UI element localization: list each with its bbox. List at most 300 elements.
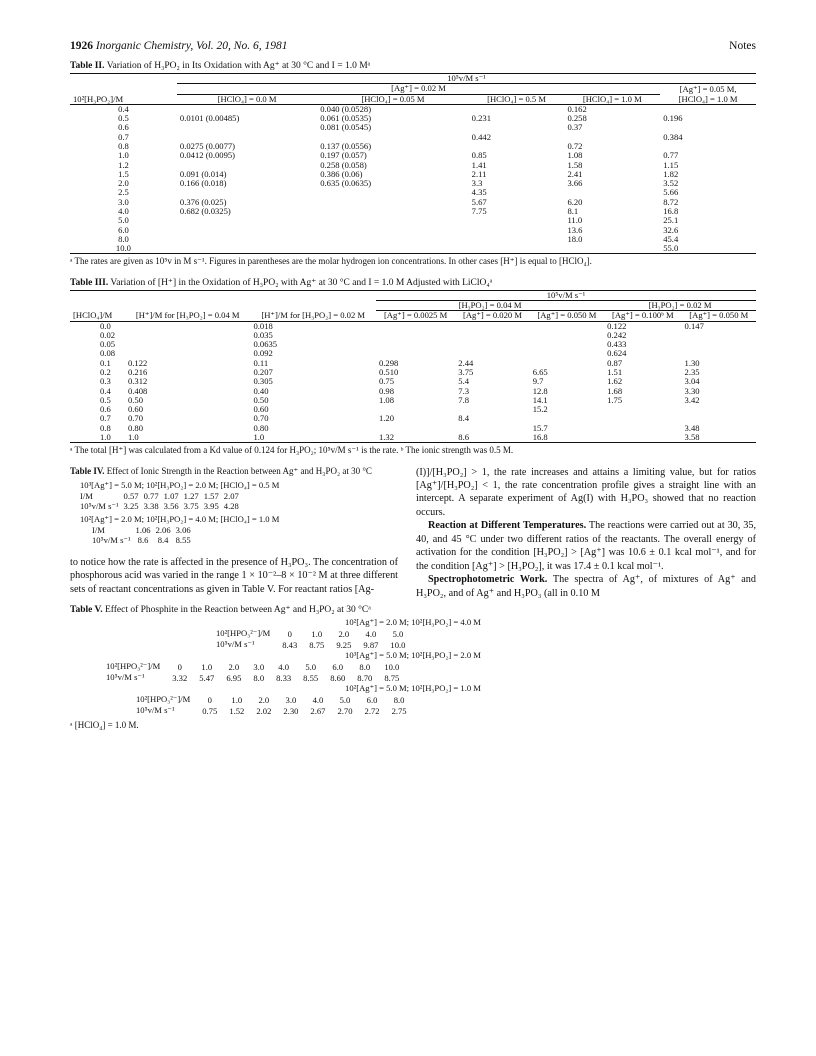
- table5-v-value: 0.75: [202, 705, 218, 716]
- table5-x-value: 2.0: [228, 661, 240, 672]
- table3: [70, 290, 756, 444]
- running-head-left: [70, 40, 287, 52]
- table4-set1-i-value: 1.07: [163, 490, 179, 501]
- table5-v-value: 8.70: [357, 672, 373, 683]
- table3-cell: 0.216: [127, 366, 148, 377]
- table5: [70, 604, 756, 730]
- table2-cell: [469, 244, 565, 254]
- running-head: [70, 40, 756, 52]
- table3-cell: 15.7: [532, 422, 548, 433]
- table2-col-header: [HClO₄] = 0.5 M: [487, 93, 547, 104]
- table3-cell: 0.40: [253, 385, 269, 396]
- table5-v-row: [130, 705, 413, 716]
- table3-cell: 0.70: [253, 413, 269, 424]
- table2-row: [70, 161, 756, 170]
- table5-v-value: 3.32: [172, 672, 188, 683]
- table2-caption: [70, 60, 756, 71]
- table3-row: [70, 331, 756, 340]
- table4-set2-i-value: 1.06: [135, 524, 151, 535]
- table4-set1-i-value: 0.77: [143, 490, 159, 501]
- section-name: Notes: [729, 40, 756, 52]
- body-right-p2-wrap: [416, 519, 756, 573]
- table5-x-value: 4.0: [278, 661, 290, 672]
- table2-cell: [469, 226, 565, 235]
- table5-x-value: 4.0: [312, 694, 324, 705]
- table5-v-value: 9.87: [363, 639, 379, 650]
- body-right-p2: The reactions were carried out at 30, 35, 40, and 45 °C under two different ratios of the reactants. The overall energy of activation for the condition [H₃PO₂] > [Ag⁺] was 10.6 ± 0.1 kcal mol⁻¹, and for the condition [Ag⁺] > [H₃PO₂], it was 17.4 ± 0.1 kcal mol⁻¹.: [416, 520, 756, 572]
- table2-cell: 3.52: [663, 178, 679, 189]
- body-right-p3-wrap: [416, 573, 756, 600]
- table2-label: Table II.: [70, 61, 105, 71]
- table3-cell: [125, 321, 251, 331]
- table3-cell: 7.3: [458, 385, 470, 396]
- table2-cell: 0.682 (0.0325): [179, 205, 231, 216]
- table3-cell: [604, 424, 681, 433]
- left-column: [70, 466, 398, 601]
- table5-v-row: [210, 639, 411, 650]
- table3-cell: 0.312: [127, 376, 148, 387]
- table5-v-value: 2.75: [391, 705, 407, 716]
- table3-cell: 0.147: [684, 320, 704, 331]
- table2-cell: 0.061 (0.0535): [320, 113, 372, 124]
- table2-cell: [177, 216, 317, 225]
- table3-cell: 0.092: [253, 348, 273, 359]
- table3-cell: 12.8: [532, 385, 548, 396]
- table3-cell: 1.20: [378, 413, 394, 424]
- heading-temperatures: Reaction at Different Temperatures.: [428, 520, 587, 532]
- table2-cell: 45.4: [663, 233, 679, 244]
- table3-cell: 3.58: [684, 431, 700, 442]
- right-column: [416, 466, 756, 601]
- table3-col-header: [Ag⁺] = 0.050 M: [689, 310, 749, 321]
- table3-row-label: 1.0: [100, 431, 111, 442]
- table2-cell: 0.37: [567, 122, 583, 133]
- table2-cell: 0.85: [471, 150, 487, 161]
- table5-x-label: 10²[HPO₃²⁻]/M: [106, 661, 161, 672]
- table4-set1-v-value: 3.95: [203, 501, 219, 512]
- table3-row: [70, 321, 756, 331]
- table2-row-header: 10²[H₃PO₂]/M: [73, 93, 124, 104]
- table5-x-value: 10.0: [384, 661, 400, 672]
- table2-cell: 0.0101 (0.00485): [179, 113, 240, 124]
- table5-v-value: 1.52: [229, 705, 245, 716]
- table2-cell: 4.35: [471, 187, 487, 198]
- table2-cell: 0.0275 (0.0077): [179, 140, 236, 151]
- table2-row: [70, 235, 756, 244]
- table2-row: [70, 179, 756, 188]
- table3-cell: [530, 340, 604, 349]
- table5-x-value: 8.0: [359, 661, 371, 672]
- table5-x-value: 5.0: [339, 694, 351, 705]
- table3-col-header: [H⁺]/M for [H₃PO₂] = 0.04 M: [135, 310, 240, 321]
- table3-cell: 0.60: [127, 404, 143, 415]
- table3-cell: 1.08: [378, 394, 394, 405]
- table3-cell: 0.298: [378, 357, 399, 368]
- table3-cell: 0.0635: [253, 339, 278, 350]
- table3-row-label: 0.7: [100, 413, 111, 424]
- table3-row: [70, 396, 756, 405]
- table5-x-value: 2.0: [338, 628, 350, 639]
- table3-cell: [455, 331, 529, 340]
- table4-set2-v-label: 10⁵v/M s⁻¹: [92, 534, 131, 545]
- table2-cell: 0.197 (0.057): [320, 150, 367, 161]
- table3-cell: [530, 331, 604, 340]
- table5-v-value: 9.25: [336, 639, 352, 650]
- table2-cell: 6.20: [567, 196, 583, 207]
- table2-row-label: 0.6: [118, 122, 129, 133]
- table5-v-value: 2.30: [283, 705, 299, 716]
- table2-cell: 0.384: [663, 131, 683, 142]
- table2-row-label: 10.0: [115, 243, 131, 254]
- table4-label: Table IV.: [70, 465, 105, 476]
- table5-set: [100, 661, 405, 683]
- table2-cell: 0.386 (0.06): [320, 168, 363, 179]
- table5-x-label: 10²[HPO₃²⁻]/M: [136, 694, 191, 705]
- table2-row-label: 0.5: [118, 113, 129, 124]
- table3-cell: 0.433: [607, 339, 627, 350]
- table2-row: [70, 198, 756, 207]
- table2-cell: 0.376 (0.025): [179, 196, 227, 207]
- table3-col-header: [Ag⁺] = 0.050 M: [537, 310, 597, 321]
- table2-cell: 0.635 (0.0635): [320, 178, 372, 189]
- table3-cell: [604, 414, 681, 423]
- table2-cell: [317, 198, 468, 207]
- table2-cell: 5.66: [663, 187, 679, 198]
- table3-row-label: 0.6: [100, 404, 111, 415]
- table3-cell: 0.624: [607, 348, 627, 359]
- table2-cell: 18.0: [567, 233, 583, 244]
- table2-cell: 1.82: [663, 168, 679, 179]
- table2-row-label: 3.0: [118, 196, 129, 207]
- table2-col-header: [HClO₄] = 0.0 M: [217, 93, 277, 104]
- table2-row: [70, 123, 756, 132]
- table3-cell: 0.408: [127, 385, 148, 396]
- table3-group1: [H₃PO₂] = 0.04 M: [376, 300, 604, 310]
- table5-v-label: 10⁵v/M s⁻¹: [216, 639, 255, 650]
- table2-cell: 0.081 (0.0545): [320, 122, 372, 133]
- table5-x-value: 1.0: [231, 694, 243, 705]
- table3-cell: 0.035: [253, 329, 273, 340]
- table4-set1-v-value: 3.38: [143, 501, 159, 512]
- table3-col-header: [H⁺]/M for [H₃PO₂] = 0.02 M: [261, 310, 366, 321]
- table2-cell: [317, 188, 468, 197]
- table4-set1-i-value: 2.07: [223, 490, 239, 501]
- table2-cell: 13.6: [567, 224, 583, 235]
- table4-set2-i-value: 2.06: [155, 524, 171, 535]
- table3-col-header: [HClO₄]/M: [73, 310, 113, 321]
- table4-set1: [80, 491, 244, 512]
- table2-row: [70, 114, 756, 123]
- table3-cell: [682, 331, 756, 340]
- table4-set2-i-value: 3.06: [175, 524, 191, 535]
- table2-row-label: 1.0: [118, 150, 129, 161]
- table5-v-value: 5.47: [199, 672, 215, 683]
- body-right-p1: (I)]/[H₃PO₂] > 1, the rate increases and attains a limiting value, but for ratios [Ag⁺]/[H₃PO₂] < 1, the rate concentration profile gives a straight line with an intercept. A separate experiment of Ag(I) with H₃PO₃ showed that no reaction occurs.: [416, 466, 756, 518]
- table3-label: Table III.: [70, 277, 109, 288]
- table3-cell: 0.018: [253, 320, 273, 331]
- table3-cell: 0.122: [127, 357, 148, 368]
- table3-cell: 0.50: [253, 394, 269, 405]
- table3-row-label: 0.4: [100, 385, 111, 396]
- table2-group-header: [Ag⁺] = 0.02 M: [177, 84, 660, 94]
- table2-cell: 3.66: [567, 178, 583, 189]
- table2-row: [70, 104, 756, 114]
- table2-last-group-header: [Ag⁺] = 0.05 M,: [679, 83, 737, 94]
- table3-row-label: 0.3: [100, 376, 111, 387]
- table2-cell: [317, 216, 468, 225]
- table3-cell: [376, 321, 455, 331]
- table3-cell: 0.50: [127, 394, 143, 405]
- table2-cell: [177, 226, 317, 235]
- table3-cell: 8.4: [458, 413, 470, 424]
- table3-cell: [604, 433, 681, 443]
- table2-row-label: 5.0: [118, 215, 129, 226]
- table3-row-label: 0.5: [100, 394, 111, 405]
- table2-cell: [469, 216, 565, 225]
- table3-cell: 1.51: [607, 366, 623, 377]
- table3-col-header: [Ag⁺] = 0.100ᵇ M: [611, 310, 674, 321]
- table5-x-value: 3.0: [253, 661, 265, 672]
- table5-v-value: 10.0: [390, 639, 406, 650]
- table3-cell: 16.8: [532, 431, 548, 442]
- table2-cell: 2.41: [567, 168, 583, 179]
- table2-title: Variation of H₃PO₂ in Its Oxidation with Ag⁺ at 30 °C and I = 1.0 Mᵃ: [106, 61, 371, 71]
- table2-cell: 0.091 (0.014): [179, 168, 227, 179]
- table3-cell: 1.62: [607, 376, 623, 387]
- table5-x-row: [130, 694, 413, 705]
- table4-set1-i-value: 0.57: [123, 490, 139, 501]
- table5-set: [130, 694, 413, 716]
- table5-v-value: 2.67: [310, 705, 326, 716]
- table4-caption: [70, 466, 398, 476]
- table3-row: [70, 405, 756, 414]
- table3-cell: 3.48: [684, 422, 700, 433]
- table5-v-value: 8.60: [330, 672, 346, 683]
- table4-set2-v-value: 8.6: [137, 535, 149, 546]
- table2-cell: 5.67: [471, 196, 487, 207]
- table3-row-label: 0.1: [100, 357, 111, 368]
- journal-name: Inorganic Chemistry,: [95, 40, 194, 52]
- table4-set1-i-value: 1.27: [183, 490, 199, 501]
- table5-x-value: 4.0: [365, 628, 377, 639]
- table5-title: Effect of Phosphite in the Reaction between Ag⁺ and H₃PO₂ at 30 °Cᵃ: [104, 605, 371, 616]
- table2: [70, 73, 756, 254]
- heading-spectrophotometric: Spectrophotometric Work.: [428, 574, 548, 586]
- table2-row: [70, 207, 756, 216]
- table2-cell: 25.1: [663, 215, 679, 226]
- table2-row: [70, 188, 756, 197]
- table5-v-value: 2.02: [256, 705, 272, 716]
- table2-cell: 0.0412 (0.0095): [179, 150, 236, 161]
- table3-row: [70, 414, 756, 423]
- table4-set1-v-value: 3.25: [123, 501, 139, 512]
- table3-row-label: 0.0: [100, 320, 111, 331]
- table2-cell: 0.166 (0.018): [179, 178, 227, 189]
- table5-v-value: 8.75: [384, 672, 400, 683]
- table2-cell: 0.137 (0.0556): [320, 140, 372, 151]
- table5-x-value: 5.0: [392, 628, 404, 639]
- table2-row-label: 8.0: [118, 233, 129, 244]
- table2-cell: 8.72: [663, 196, 679, 207]
- table5-v-label: 10⁵v/M s⁻¹: [106, 672, 145, 683]
- table3-cell: 0.75: [378, 376, 394, 387]
- table2-cell: 11.0: [567, 215, 583, 226]
- table5-x-value: 5.0: [305, 661, 317, 672]
- table3-cell: [530, 349, 604, 358]
- table4-set1-v-value: 3.56: [163, 501, 179, 512]
- table3-row-label: 0.05: [100, 339, 116, 350]
- table3-cell: 0.60: [253, 404, 269, 415]
- table5-v-value: 2.70: [337, 705, 353, 716]
- table3-cell: 0.510: [378, 366, 399, 377]
- table3-cell: 0.305: [253, 376, 273, 387]
- table4-set2-v-value: 8.55: [175, 535, 191, 546]
- table5-label: Table V.: [70, 605, 103, 616]
- table3-row: [70, 359, 756, 368]
- table5-v-value: 2.72: [364, 705, 380, 716]
- table2-cell: 0.72: [567, 140, 583, 151]
- table2-cell: 2.11: [471, 168, 487, 179]
- body-right-p3: The spectra of Ag⁺, of mixtures of Ag⁺ and H₃PO₂, and of Ag⁺ and H₃PO₃ (all in 0.10 M: [416, 574, 756, 599]
- table2-footnote: ᵃ The rates are given as 10⁵v in M s⁻¹. Figures in parentheses are the molar hydrogen ion concentrations. In other cases [H⁺] is equal to [HClO₄].: [70, 256, 592, 267]
- table2-cell: 0.258: [567, 113, 587, 124]
- table3-row-label: 0.02: [100, 329, 116, 340]
- table3-cell: 1.75: [607, 394, 623, 405]
- table3-group2: [H₃PO₂] = 0.02 M: [604, 300, 756, 310]
- table3-cell: [682, 340, 756, 349]
- table3-cell: 5.4: [458, 376, 470, 387]
- table2-cell: 3.3: [471, 178, 483, 189]
- table4-set1-i-value: 1.57: [203, 490, 219, 501]
- table5-v-value: 8.0: [253, 672, 265, 683]
- table4-set1-conditions: 10³[Ag⁺] = 5.0 M; 10²[H₃PO₂] = 2.0 M; [HClO₄] = 0.5 M: [80, 479, 280, 490]
- table3-col-header: [Ag⁺] = 0.0025 M: [383, 310, 448, 321]
- table2-row-label: 0.4: [118, 103, 129, 114]
- table3-cell: 15.2: [532, 404, 548, 415]
- table5-x-row: [100, 661, 405, 672]
- table2-cell: 16.8: [663, 205, 679, 216]
- table5-x-value: 3.0: [285, 694, 297, 705]
- table2-row-label: 2.5: [118, 187, 129, 198]
- table5-v-label: 10⁵v/M s⁻¹: [136, 705, 175, 716]
- table4-set1-i-label: I/M: [80, 490, 93, 501]
- table2-cell: 1.08: [567, 150, 583, 161]
- table5-x-value: 0: [287, 628, 292, 639]
- table3-cell: [604, 405, 681, 414]
- table3-unit-header: 10⁵v/M s⁻¹: [376, 290, 756, 300]
- table5-x-value: 6.0: [332, 661, 344, 672]
- table2-cell: 55.0: [663, 243, 679, 254]
- table2-row: [70, 170, 756, 179]
- table3-cell: [376, 340, 455, 349]
- table3-row: [70, 349, 756, 358]
- table3-cell: 3.42: [684, 394, 700, 405]
- table3-caption: [70, 277, 756, 288]
- table2-cell: [469, 235, 565, 244]
- table3-cell: 0.11: [253, 357, 269, 368]
- table2-col-header: [HClO₄] = 1.0 M: [582, 93, 642, 104]
- table5-x-value: 0: [207, 694, 212, 705]
- table3-cell: 3.75: [458, 366, 474, 377]
- table2-cell: 0.77: [663, 150, 679, 161]
- table3-cell: [125, 331, 251, 340]
- table2-cell: 1.15: [663, 159, 679, 170]
- table2-row: [70, 142, 756, 151]
- table2-unit-header: 10⁵v/M s⁻¹: [177, 74, 756, 84]
- table2-cell: [564, 244, 660, 254]
- table2-cell: 0.162: [567, 103, 587, 114]
- table5-v-value: 8.55: [303, 672, 319, 683]
- table5-x-value: 1.0: [201, 661, 213, 672]
- table5-x-value: 6.0: [366, 694, 378, 705]
- table2-row-label: 4.0: [118, 205, 129, 216]
- table2-row-label: 1.5: [118, 168, 129, 179]
- table2-cell: 0.231: [471, 113, 492, 124]
- table5-x-value: 2.0: [258, 694, 270, 705]
- table5-x-value: 8.0: [393, 694, 405, 705]
- table2-cell: [317, 226, 468, 235]
- table2-col-header: [HClO₄] = 1.0 M: [678, 93, 738, 104]
- table3-cell: 1.30: [684, 357, 700, 368]
- table5-set-conditions: 10²[Ag⁺] = 5.0 M; 10²[H₃PO₂] = 1.0 M: [345, 683, 481, 694]
- page-number: 1926: [70, 40, 93, 52]
- table2-row-label: 2.0: [118, 178, 129, 189]
- table3-row: [70, 340, 756, 349]
- table5-x-value: 1.0: [311, 628, 323, 639]
- table3-cell: 0.80: [127, 422, 143, 433]
- table2-col-header: [HClO₄] = 0.05 M: [361, 93, 425, 104]
- table5-v-value: 8.33: [276, 672, 292, 683]
- table3-cell: 7.8: [458, 394, 470, 405]
- journal-volume: Vol. 20, No. 6, 1981: [196, 40, 288, 52]
- body-left-paragraph: to notice how the rate is affected in the presence of H₃PO₃. The concentration of phosphorous acid was varied in the range 1 × 10⁻²–8 × 10⁻² M at three different sets of reactant concentrations as given in Table V. For reactant ratios [Ag-: [70, 556, 398, 595]
- table5-set-conditions: 10³[Ag⁺] = 5.0 M; 10²[H₃PO₂] = 2.0 M: [345, 650, 481, 661]
- table2-row: [70, 226, 756, 235]
- table2-cell: 0.258 (0.058): [320, 159, 367, 170]
- table2-cell: [177, 235, 317, 244]
- table3-cell: 14.1: [532, 394, 548, 405]
- table3-cell: 8.6: [458, 431, 470, 442]
- table4-set1-v-value: 4.28: [223, 501, 239, 512]
- table2-row: [70, 133, 756, 142]
- table3-cell: 2.44: [458, 357, 474, 368]
- table3-cell: 3.04: [684, 376, 700, 387]
- table2-cell: [317, 235, 468, 244]
- table2-row-label: 6.0: [118, 224, 129, 235]
- table3-cell: 0.98: [378, 385, 394, 396]
- table2-row-label: 1.2: [118, 159, 129, 170]
- journal-page: [70, 40, 756, 740]
- table5-x-value: 0: [177, 661, 182, 672]
- table2-cell: 32.6: [663, 224, 679, 235]
- table5-v-row: [100, 672, 405, 683]
- table3-title: Variation of [H⁺] in the Oxidation of H₃PO₂ with Ag⁺ at 30 °C and I = 1.0 M Adjusted with LiClO₄ᵃ: [110, 277, 493, 288]
- table4-set2-v-value: 8.4: [157, 535, 169, 546]
- table2-row-label: 0.7: [118, 131, 129, 142]
- table5-caption: [70, 604, 756, 615]
- table3-row: [70, 377, 756, 386]
- table2-cell: 0.040 (0.0528): [320, 103, 372, 114]
- table5-v-value: 6.95: [226, 672, 242, 683]
- table4-set2-conditions: 10²[Ag⁺] = 2.0 M; 10²[H₃PO₂] = 4.0 M; [HClO₄] = 1.0 M: [80, 513, 280, 524]
- table2-cell: 0.196: [663, 113, 683, 124]
- table5-x-label: 10²[HPO₃²⁻]/M: [216, 628, 271, 639]
- table3-cell: 0.70: [127, 413, 143, 424]
- table3-cell: 0.80: [253, 422, 269, 433]
- table2-cell: [177, 244, 317, 254]
- table2-row: [70, 216, 756, 225]
- table5-x-row: [210, 628, 411, 639]
